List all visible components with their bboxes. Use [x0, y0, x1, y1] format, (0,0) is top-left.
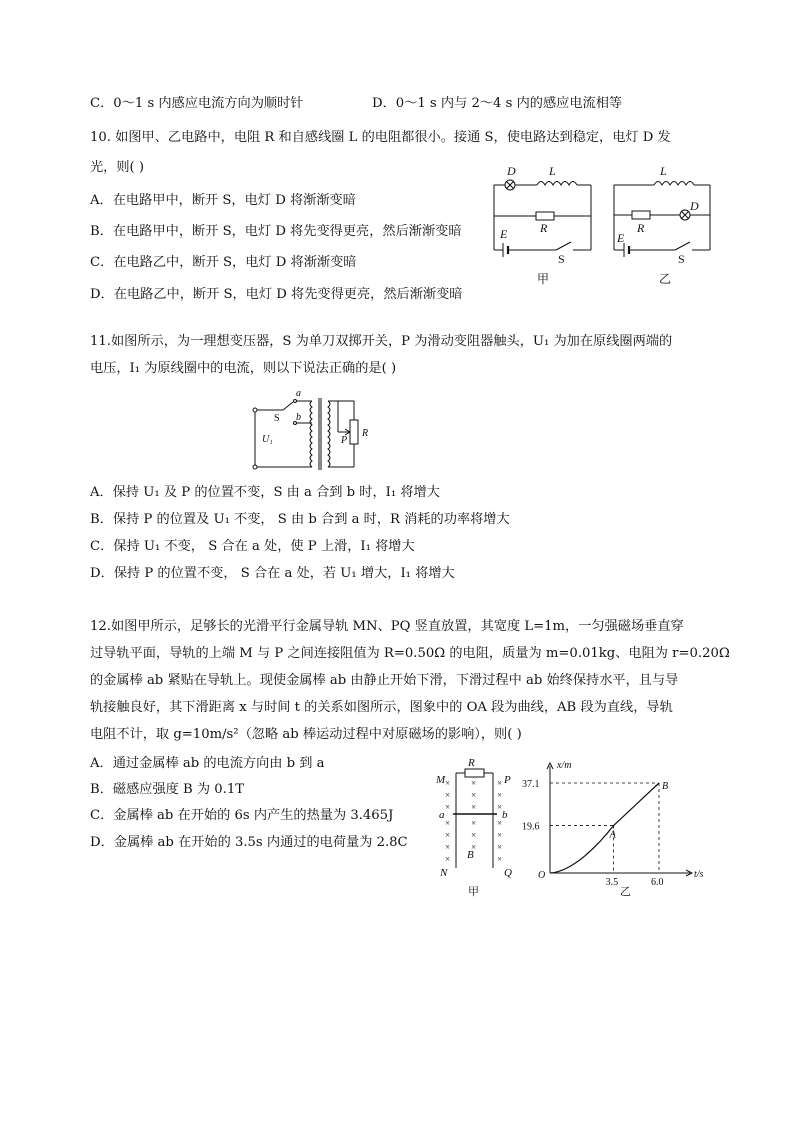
field-cross-icon: ×: [497, 818, 503, 828]
label-p: P: [504, 774, 511, 786]
caption-jia: 甲: [537, 272, 550, 286]
label-n: N: [440, 867, 448, 879]
field-cross-icon: ×: [497, 854, 503, 864]
label-e: E: [500, 227, 508, 241]
q10-stem-line1: 10. 如图甲、乙电路中，电阻 R 和自感线圈 L 的电阻都很小。接通 S，使电路达到稳定，电灯 D 发: [90, 130, 671, 145]
q11-stem-line2: 电压，I₁ 为原线圈中的电流，则以下说法正确的是( ): [90, 361, 397, 376]
q10-option-a: A．在电路甲中，断开 S，电灯 D 将渐渐变暗: [90, 193, 356, 208]
q11-option-c: C．保持 U₁ 不变， S 合在 a 处，使 P 上滑，I₁ 将增大: [90, 539, 415, 554]
label-r: R: [540, 221, 548, 235]
q12-option-a: A．通过金属棒 ab 的电流方向由 b 到 a: [90, 756, 325, 771]
caption-yi: 乙: [659, 272, 672, 286]
label-q: Q: [504, 867, 512, 879]
field-cross-icon: ×: [497, 802, 503, 812]
field-cross-icon: ×: [497, 778, 503, 788]
q11-option-a: A．保持 U₁ 及 P 的位置不变，S 由 a 合到 b 时，I₁ 将增大: [90, 485, 440, 500]
caption-jia: 甲: [468, 886, 479, 898]
y-axis-label: x/m: [557, 760, 572, 771]
label-b: b: [296, 412, 301, 423]
q10-option-c: C．在电路乙中，断开 S，电灯 D 将渐渐变暗: [90, 255, 357, 270]
q9-option-c: C．0～1 s 内感应电流方向为顺时针: [90, 96, 304, 111]
q12-stem-line5: 电阻不计，取 g=10m/s²（忽略 ab 棒运动过程中对原磁场的影响），则( ): [90, 727, 522, 742]
q11-stem-line1: 11.如图所示，为一理想变压器，S 为单刀双掷开关，P 为滑动变阻器触头，U₁ 为加在原线圈两端的: [90, 334, 673, 349]
label-r: R: [362, 428, 369, 439]
label-s: S: [558, 252, 565, 266]
field-cross-icon: ×: [471, 790, 477, 800]
label-r-yi: R: [637, 221, 645, 235]
label-s: S: [274, 413, 280, 424]
field-cross-icon: ×: [471, 818, 477, 828]
field-cross-icon: ×: [471, 802, 477, 812]
label-s-yi: S: [678, 252, 685, 266]
q12-option-c: C．金属棒 ab 在开始的 6s 内产生的热量为 3.465J: [90, 808, 394, 823]
label-b-field: B: [467, 849, 474, 861]
field-cross-icon: ×: [445, 854, 451, 864]
label-l: L: [549, 164, 556, 178]
field-cross-icon: ×: [471, 842, 477, 852]
label-d-yi: D: [690, 199, 699, 213]
field-cross-icon: ×: [497, 842, 503, 852]
field-cross-icon: ×: [471, 830, 477, 840]
field-cross-icon: ×: [471, 778, 477, 788]
field-cross-icon: ×: [445, 818, 451, 828]
q11-option-d: D．保持 P 的位置不变， S 合在 a 处，若 U₁ 增大，I₁ 将增大: [90, 566, 455, 581]
series-line-x-t: [550, 783, 659, 873]
y-tick-label-19-6: 19.6: [522, 821, 540, 833]
label-a: a: [296, 388, 301, 399]
point-label-a: A: [609, 829, 616, 841]
point-label-b: B: [662, 781, 669, 792]
label-u1: U₁: [262, 434, 273, 445]
field-cross-icon: ×: [445, 778, 451, 788]
label-a: a: [439, 809, 445, 821]
y-tick-label-37-1: 37.1: [522, 779, 540, 790]
field-cross-icon: ×: [445, 802, 451, 812]
point-label-o: O: [538, 870, 546, 881]
label-d: D: [507, 164, 516, 178]
q10-option-d: D．在电路乙中，断开 S，电灯 D 将先变得更亮，然后渐渐变暗: [90, 287, 463, 302]
q12-stem-line2: 过导轨平面，导轨的上端 M 与 P 之间连接阻值为 R=0.50Ω 的电阻，质量为 m=0.01kg、电阻为 r=0.20Ω: [90, 646, 730, 661]
q10-stem-line2: 光，则( ): [90, 160, 145, 175]
q12-option-b: B．磁感应强度 B 为 0.1T: [90, 782, 245, 797]
field-cross-icon: ×: [445, 830, 451, 840]
label-b: b: [502, 809, 508, 821]
field-cross-icon: ×: [497, 790, 503, 800]
x-tick-label-3-5: 3.5: [605, 877, 619, 888]
field-cross-icon: ×: [445, 790, 451, 800]
q12-stem-line4: 轨接触良好，其下滑距离 x 与时间 t 的关系如图所示，图象中的 OA 段为曲线，AB 段为直线，导轨: [90, 700, 673, 715]
label-m: M: [436, 774, 446, 786]
label-r: R: [468, 757, 475, 769]
q12-option-d: D．金属棒 ab 在开始的 3.5s 内通过的电荷量为 2.8C: [90, 835, 408, 850]
label-l-yi: L: [660, 164, 667, 178]
field-cross-icon: ×: [445, 842, 451, 852]
q12-stem-line1: 12.如图甲所示，足够长的光滑平行金属导轨 MN、PQ 竖直放置，其宽度 L=1m，一匀强磁场垂直穿: [90, 619, 684, 634]
x-tick-label-6-0: 6.0: [651, 877, 664, 888]
q12-stem-line3: 的金属棒 ab 紧贴在导轨上。现使金属棒 ab 由静止开始下滑，下滑过程中 ab 始终保持水平，且与导: [90, 673, 679, 688]
x-axis-label: t/s: [694, 869, 704, 880]
q9-option-d: D．0～1 s 内与 2～4 s 内的感应电流相等: [372, 96, 623, 111]
caption-yi: 乙: [620, 886, 631, 898]
q11-option-b: B．保持 P 的位置及 U₁ 不变， S 由 b 合到 a 时，R 消耗的功率将增大: [90, 512, 510, 527]
q10-option-b: B．在电路甲中，断开 S，电灯 D 将先变得更亮，然后渐渐变暗: [90, 224, 462, 239]
label-e-yi: E: [617, 231, 625, 245]
label-p: P: [341, 435, 348, 446]
field-cross-icon: ×: [497, 830, 503, 840]
